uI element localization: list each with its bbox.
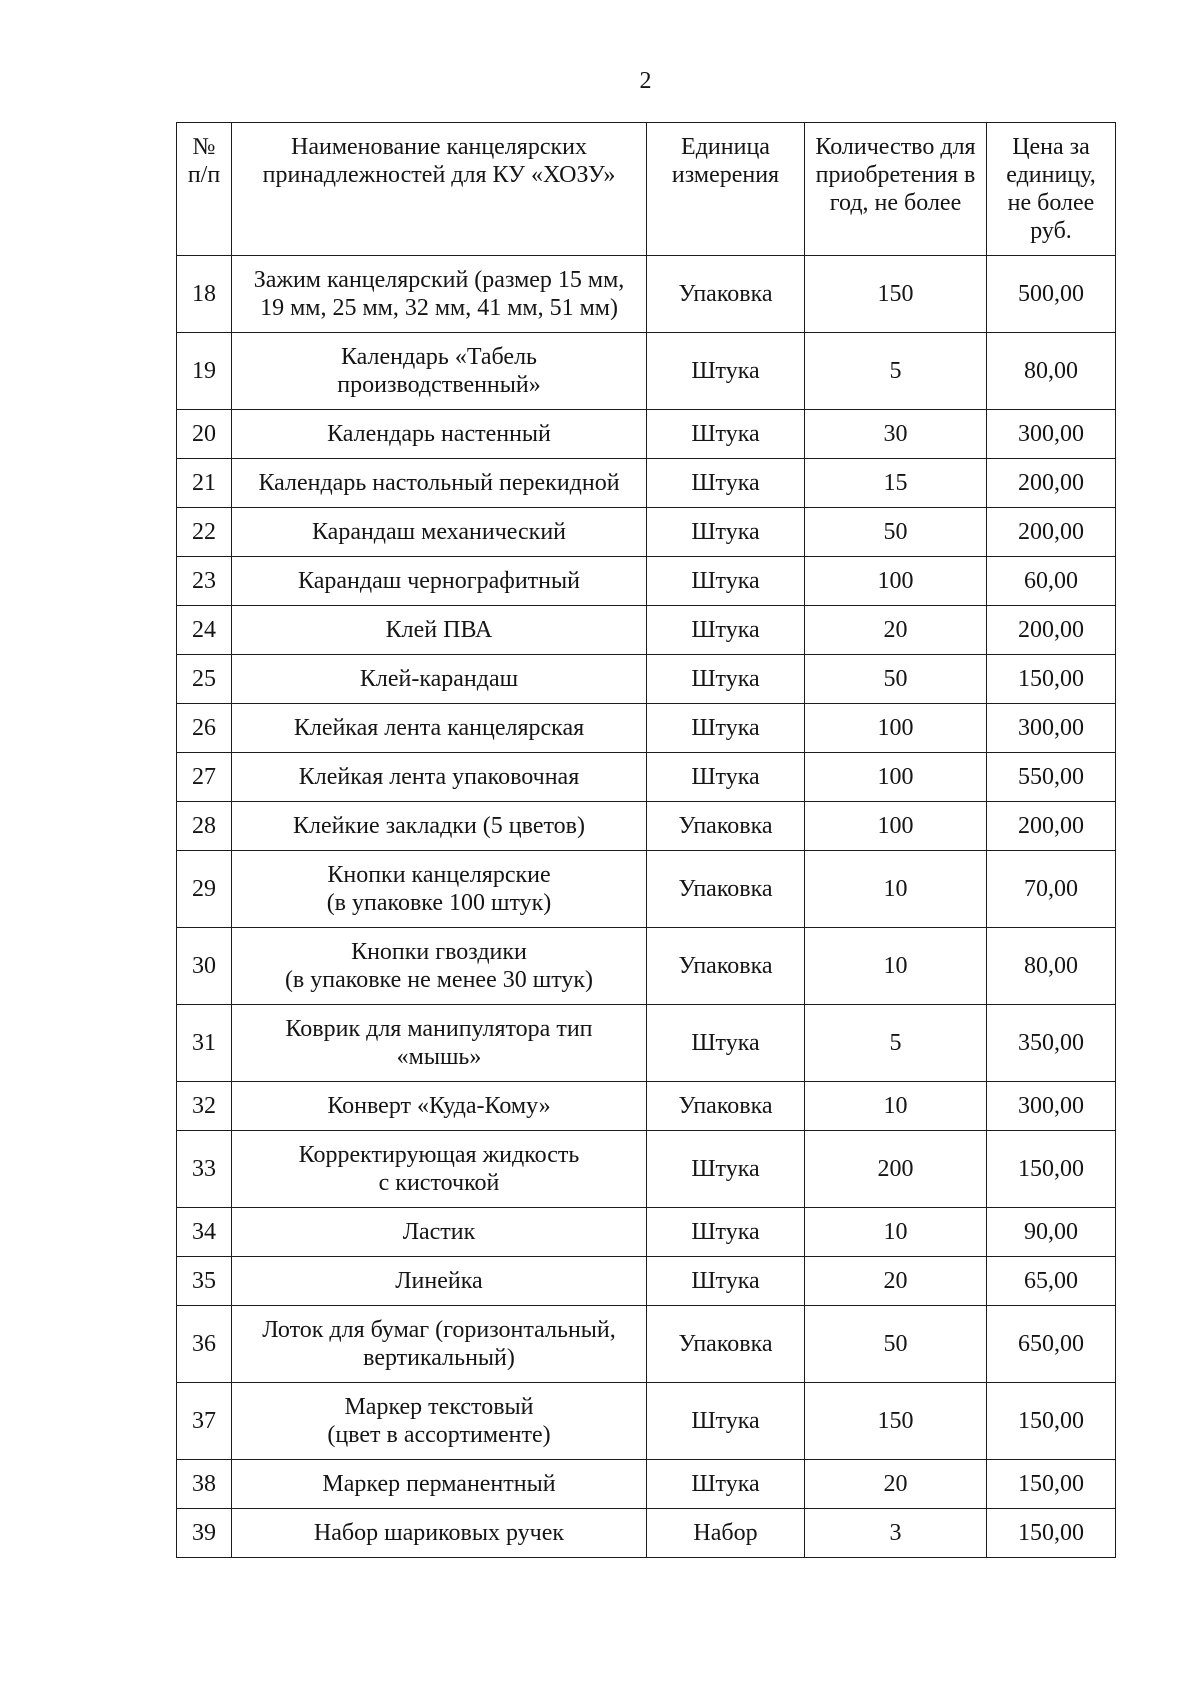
unit-of-measure: Упаковка [647,256,805,333]
unit-price: 150,00 [987,1131,1116,1208]
unit-price: 300,00 [987,410,1116,459]
unit-of-measure: Штука [647,557,805,606]
item-name: Линейка [232,1257,647,1306]
header-quantity: Количество для приобретения в год, не более [805,123,987,256]
row-number: 27 [177,753,232,802]
table-row [177,1306,1116,1383]
row-number: 26 [177,704,232,753]
quantity: 10 [805,851,987,928]
item-name: Клейкая лента упаковочная [232,753,647,802]
table-row [177,655,1116,704]
quantity: 200 [805,1131,987,1208]
unit-of-measure: Штука [647,704,805,753]
unit-price: 300,00 [987,1082,1116,1131]
item-name: Клей-карандаш [232,655,647,704]
unit-price: 65,00 [987,1257,1116,1306]
unit-of-measure: Упаковка [647,1082,805,1131]
table-row [177,410,1116,459]
unit-of-measure: Штука [647,508,805,557]
quantity: 5 [805,1005,987,1082]
item-name: Зажим канцелярский (размер 15 мм, 19 мм, 25 мм, 32 мм, 41 мм, 51 мм) [232,256,647,333]
item-name: Ластик [232,1208,647,1257]
quantity: 50 [805,1306,987,1383]
header-item-name: Наименование канцелярских принадлежностей для КУ «ХОЗУ» [232,123,647,256]
item-name: Кнопки канцелярские (в упаковке 100 штук) [232,851,647,928]
unit-price: 60,00 [987,557,1116,606]
quantity: 10 [805,1208,987,1257]
row-number: 37 [177,1383,232,1460]
table-row [177,851,1116,928]
quantity: 10 [805,928,987,1005]
unit-price: 80,00 [987,333,1116,410]
table-body [177,256,1116,1558]
quantity: 15 [805,459,987,508]
header-unit-of-measure: Единица измерения [647,123,805,256]
unit-price: 70,00 [987,851,1116,928]
unit-price: 150,00 [987,1383,1116,1460]
supplies-table [176,122,1116,1558]
table-row [177,1131,1116,1208]
table-row [177,704,1116,753]
unit-price: 200,00 [987,802,1116,851]
item-name: Карандаш механический [232,508,647,557]
table-row [177,1082,1116,1131]
unit-of-measure: Штука [647,410,805,459]
table-row [177,606,1116,655]
table-row [177,1005,1116,1082]
unit-of-measure: Штука [647,1005,805,1082]
item-name: Маркер перманентный [232,1460,647,1509]
quantity: 100 [805,802,987,851]
unit-of-measure: Штука [647,1383,805,1460]
page-number: 2 [639,68,652,94]
table-header [177,123,1116,256]
quantity: 50 [805,508,987,557]
table-row [177,928,1116,1005]
unit-of-measure: Упаковка [647,851,805,928]
quantity: 150 [805,1383,987,1460]
table-row [177,753,1116,802]
row-number: 18 [177,256,232,333]
unit-price: 650,00 [987,1306,1116,1383]
quantity: 20 [805,1257,987,1306]
header-row [177,123,1116,256]
unit-of-measure: Набор [647,1509,805,1558]
unit-of-measure: Штука [647,753,805,802]
quantity: 150 [805,256,987,333]
unit-price: 500,00 [987,256,1116,333]
table-row [177,1460,1116,1509]
table-row [177,1257,1116,1306]
item-name: Набор шариковых ручек [232,1509,647,1558]
row-number: 25 [177,655,232,704]
unit-of-measure: Упаковка [647,1306,805,1383]
row-number: 38 [177,1460,232,1509]
unit-price: 80,00 [987,928,1116,1005]
quantity: 100 [805,704,987,753]
row-number: 34 [177,1208,232,1257]
row-number: 19 [177,333,232,410]
unit-price: 200,00 [987,606,1116,655]
table-row [177,802,1116,851]
quantity: 20 [805,606,987,655]
table-row [177,459,1116,508]
table-row [177,1509,1116,1558]
item-name: Клейкая лента канцелярская [232,704,647,753]
unit-of-measure: Упаковка [647,928,805,1005]
row-number: 39 [177,1509,232,1558]
unit-price: 150,00 [987,655,1116,704]
unit-of-measure: Штука [647,606,805,655]
item-name: Конверт «Куда-Кому» [232,1082,647,1131]
unit-price: 350,00 [987,1005,1116,1082]
table-row [177,508,1116,557]
row-number: 23 [177,557,232,606]
item-name: Календарь настольный перекидной [232,459,647,508]
unit-price: 550,00 [987,753,1116,802]
row-number: 24 [177,606,232,655]
row-number: 31 [177,1005,232,1082]
item-name: Клейкие закладки (5 цветов) [232,802,647,851]
quantity: 100 [805,557,987,606]
unit-of-measure: Штука [647,459,805,508]
row-number: 20 [177,410,232,459]
unit-price: 150,00 [987,1509,1116,1558]
unit-of-measure: Штука [647,1257,805,1306]
row-number: 32 [177,1082,232,1131]
row-number: 28 [177,802,232,851]
quantity: 3 [805,1509,987,1558]
table-row [177,256,1116,333]
unit-of-measure: Упаковка [647,802,805,851]
unit-of-measure: Штука [647,333,805,410]
row-number: 35 [177,1257,232,1306]
row-number: 30 [177,928,232,1005]
unit-price: 90,00 [987,1208,1116,1257]
item-name: Коврик для манипулятора тип «мышь» [232,1005,647,1082]
unit-price: 150,00 [987,1460,1116,1509]
item-name: Маркер текстовый (цвет в ассортименте) [232,1383,647,1460]
quantity: 5 [805,333,987,410]
table-row [177,333,1116,410]
row-number: 21 [177,459,232,508]
item-name: Корректирующая жидкость с кисточкой [232,1131,647,1208]
row-number: 29 [177,851,232,928]
row-number: 22 [177,508,232,557]
item-name: Клей ПВА [232,606,647,655]
quantity: 30 [805,410,987,459]
unit-of-measure: Штука [647,1460,805,1509]
item-name: Лоток для бумаг (горизонтальный, вертикальный) [232,1306,647,1383]
quantity: 20 [805,1460,987,1509]
quantity: 100 [805,753,987,802]
table-row [177,557,1116,606]
unit-price: 200,00 [987,508,1116,557]
header-number: № п/п [177,123,232,256]
item-name: Календарь «Табель производственный» [232,333,647,410]
item-name: Кнопки гвоздики (в упаковке не менее 30 штук) [232,928,647,1005]
quantity: 10 [805,1082,987,1131]
table-row [177,1383,1116,1460]
unit-of-measure: Штука [647,655,805,704]
table-row [177,1208,1116,1257]
unit-of-measure: Штука [647,1131,805,1208]
item-name: Календарь настенный [232,410,647,459]
header-unit-price: Цена за единицу, не более руб. [987,123,1116,256]
unit-of-measure: Штука [647,1208,805,1257]
row-number: 36 [177,1306,232,1383]
unit-price: 300,00 [987,704,1116,753]
item-name: Карандаш чернографитный [232,557,647,606]
row-number: 33 [177,1131,232,1208]
unit-price: 200,00 [987,459,1116,508]
quantity: 50 [805,655,987,704]
